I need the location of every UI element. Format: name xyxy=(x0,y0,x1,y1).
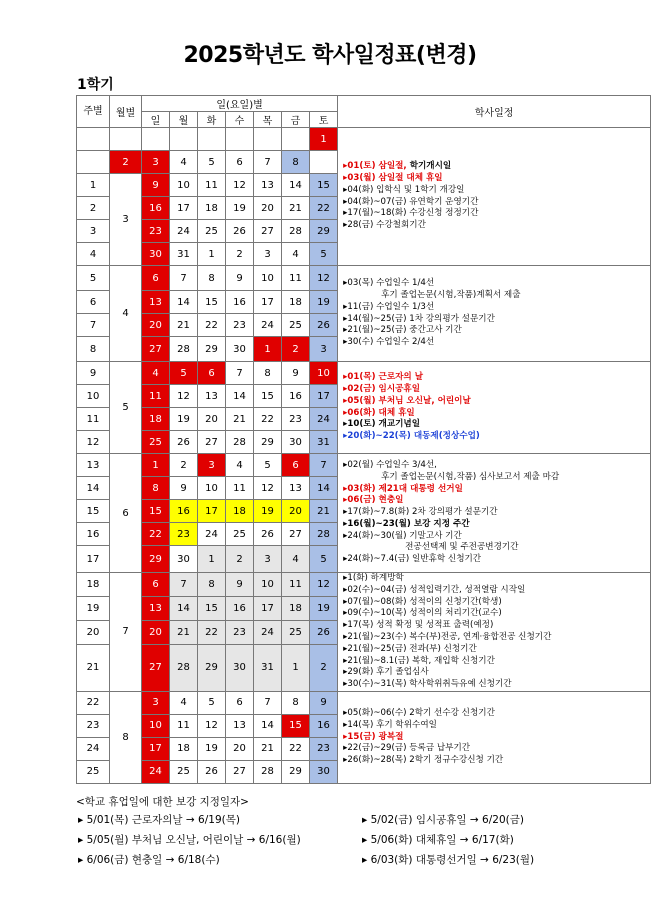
day-cell-sat: 5 xyxy=(310,546,338,573)
header-day-wed: 수 xyxy=(226,112,254,128)
day-cell-fri: 22 xyxy=(282,737,310,760)
day-cell-wed: 2 xyxy=(226,546,254,573)
week-number: 12 xyxy=(77,431,110,454)
month-cell: 3 xyxy=(110,174,142,266)
day-cell-mon: 19 xyxy=(170,408,198,431)
day-cell-mon: 24 xyxy=(170,220,198,243)
event-item: ▸05(화)~06(수) 2학기 선수강 신청기간 xyxy=(343,707,495,718)
day-cell-tue: 1 xyxy=(198,243,226,266)
day-cell-thu: 29 xyxy=(254,431,282,454)
day-cell-sun: 9 xyxy=(142,174,170,197)
week-number: 2 xyxy=(77,197,110,220)
day-cell-thu: 21 xyxy=(254,737,282,760)
day-cell-thu: 20 xyxy=(254,197,282,220)
day-cell-fri: 21 xyxy=(282,197,310,220)
week-number: 5 xyxy=(77,266,110,291)
day-cell-tue: 17 xyxy=(198,500,226,523)
event-item: ▸16(월)~23(월) 보강 지정 주간 xyxy=(343,518,470,529)
week-number: 25 xyxy=(77,760,110,783)
day-cell-tue xyxy=(198,128,226,151)
day-cell-mon: 28 xyxy=(170,645,198,692)
day-cell-tue: 22 xyxy=(198,621,226,645)
day-cell-sun: 6 xyxy=(142,573,170,597)
month-cell: 6 xyxy=(110,454,142,573)
event-item: ▸14(월)~25(금) 1차 강의평가 설문기간 xyxy=(343,313,495,324)
event-item: 후기 졸업논문(시험,작품) 심사보고서 제출 마감 xyxy=(381,471,560,482)
day-cell-wed: 23 xyxy=(226,314,254,337)
day-cell-fri: 4 xyxy=(282,243,310,266)
event-item: ▸14(목) 후기 학위수여일 xyxy=(343,719,437,730)
day-cell-thu: 19 xyxy=(254,500,282,523)
week-number: 7 xyxy=(77,314,110,337)
day-cell-fri: 18 xyxy=(282,291,310,314)
makeup-item: ▸ 5/05(월) 부처님 오신날, 어린이날 → 6/16(월) xyxy=(78,834,301,846)
day-cell-mon: 7 xyxy=(170,573,198,597)
event-item: ▸03(월) 삼일절 대체 휴일 xyxy=(343,172,443,183)
day-cell-sun: 18 xyxy=(142,408,170,431)
week-number: 19 xyxy=(77,597,110,621)
event-item: ▸30(수) 수업일수 2/4선 xyxy=(343,337,435,348)
day-cell-sun: 29 xyxy=(142,546,170,573)
day-cell-fri: 4 xyxy=(282,546,310,573)
header-events: 학사일정 xyxy=(338,96,651,128)
day-cell-fri: 7 xyxy=(254,151,282,174)
day-cell-sat: 17 xyxy=(310,385,338,408)
event-item: ▸01(토) 삼일절, 학기개시일 xyxy=(343,161,452,172)
week-number: 1 xyxy=(77,174,110,197)
day-cell-wed: 12 xyxy=(226,174,254,197)
day-cell-thu: 28 xyxy=(254,760,282,783)
makeup-title: <학교 휴업일에 대한 보강 지정일자> xyxy=(76,796,249,808)
day-cell-sat: 23 xyxy=(310,737,338,760)
events-august xyxy=(338,691,651,783)
day-cell-wed: 9 xyxy=(226,266,254,291)
day-cell-thu: 14 xyxy=(254,714,282,737)
day-cell-sat: 3 xyxy=(310,337,338,362)
day-cell-sat: 24 xyxy=(310,408,338,431)
event-item: ▸01(목) 근로자의 날 xyxy=(343,372,424,383)
day-cell-sun: 6 xyxy=(142,266,170,291)
day-cell-tue: 6 xyxy=(198,362,226,385)
day-cell-fri: 29 xyxy=(282,760,310,783)
month-cell: 8 xyxy=(110,691,142,783)
day-cell-mon: 14 xyxy=(170,597,198,621)
event-item: ▸29(화) 후기 졸업심사 xyxy=(343,667,429,678)
day-cell-fri: 25 xyxy=(282,621,310,645)
day-cell-fri: 11 xyxy=(282,573,310,597)
event-item: ▸1(화) 하계방학 xyxy=(343,573,404,583)
week-number: 4 xyxy=(77,243,110,266)
day-cell-sat: 28 xyxy=(310,523,338,546)
month-cell: 4 xyxy=(110,266,142,362)
day-cell-fri: 9 xyxy=(282,362,310,385)
day-cell-wed: 5 xyxy=(198,151,226,174)
day-cell-tue: 15 xyxy=(198,291,226,314)
week-row xyxy=(77,128,651,151)
day-cell-thu: 3 xyxy=(254,243,282,266)
header-day-sat: 토 xyxy=(310,112,338,128)
day-cell-mon: 14 xyxy=(170,291,198,314)
event-item: ▸10(토) 개교기념일 xyxy=(343,419,421,430)
event-item: ▸02(금) 임시공휴일 xyxy=(343,383,421,394)
day-cell-wed: 14 xyxy=(226,385,254,408)
day-cell-sun: 15 xyxy=(142,500,170,523)
day-cell-fri: 14 xyxy=(282,174,310,197)
day-cell-mon: 18 xyxy=(170,737,198,760)
day-cell-tue: 4 xyxy=(170,151,198,174)
day-cell-sat: 12 xyxy=(310,266,338,291)
header-day-fri: 금 xyxy=(282,112,310,128)
day-cell-sun: 4 xyxy=(142,362,170,385)
day-cell-sun: 30 xyxy=(142,243,170,266)
week-row xyxy=(77,573,651,597)
events-april xyxy=(338,266,651,362)
day-cell-fri: 6 xyxy=(282,454,310,477)
day-cell-mon: 21 xyxy=(170,621,198,645)
events-may xyxy=(338,362,651,454)
day-cell-mon xyxy=(170,128,198,151)
event-item: ▸07(월)~08(화) 성적이의 신청기간(학생) xyxy=(343,596,502,607)
day-cell-wed: 20 xyxy=(226,737,254,760)
event-item: ▸17(화)~7.8(화) 2차 강의평가 설문기간 xyxy=(343,507,498,518)
day-cell-thu xyxy=(254,128,282,151)
day-cell-mon: 23 xyxy=(170,523,198,546)
week-number: 13 xyxy=(77,454,110,477)
day-cell-wed: 16 xyxy=(226,597,254,621)
day-cell-wed: 11 xyxy=(226,477,254,500)
event-item: ▸26(화)~28(목) 2학기 정규수강신청 기간 xyxy=(343,755,504,766)
event-item: ▸24(화)~7.4(금) 일반휴학 신청기간 xyxy=(343,554,482,565)
event-item: ▸11(금) 수업일수 1/3선 xyxy=(343,301,435,312)
day-cell-fri: 16 xyxy=(282,385,310,408)
day-cell-sun: 10 xyxy=(142,714,170,737)
day-cell-mon: 16 xyxy=(170,500,198,523)
makeup-item: ▸ 5/02(금) 임시공휴일 → 6/20(금) xyxy=(362,814,524,826)
month-cell xyxy=(110,128,142,151)
day-cell-sun: 20 xyxy=(142,621,170,645)
makeup-item: ▸ 5/06(화) 대체휴일 → 6/17(화) xyxy=(362,834,514,846)
week-number: 3 xyxy=(77,220,110,243)
day-cell-thu: 5 xyxy=(254,454,282,477)
event-item: ▸22(금)~29(금) 등록금 납부기간 xyxy=(343,743,471,754)
day-cell-wed: 25 xyxy=(226,523,254,546)
day-cell-tue: 26 xyxy=(198,760,226,783)
day-cell-sat: 30 xyxy=(310,760,338,783)
day-cell-mon: 10 xyxy=(170,174,198,197)
day-cell-mon: 28 xyxy=(170,337,198,362)
week-number: 22 xyxy=(77,691,110,714)
day-cell-tue: 1 xyxy=(198,546,226,573)
day-cell-sat: 26 xyxy=(310,621,338,645)
day-cell-sat: 2 xyxy=(310,645,338,692)
day-cell-tue: 29 xyxy=(198,645,226,692)
day-cell-wed: 23 xyxy=(226,621,254,645)
day-cell-tue: 12 xyxy=(198,714,226,737)
month-cell: 7 xyxy=(110,573,142,692)
day-cell-mon: 30 xyxy=(170,546,198,573)
day-cell-thu: 17 xyxy=(254,291,282,314)
event-item: ▸03(화) 제21대 대통령 선거일 xyxy=(343,483,463,494)
event-item: ▸21(월)~23(수) 복수(부)전공, 연계·융합전공 신청기간 xyxy=(343,631,552,642)
event-item: ▸06(금) 현충일 xyxy=(343,495,404,506)
day-cell-thu: 13 xyxy=(254,174,282,197)
day-cell-thu: 12 xyxy=(254,477,282,500)
week-number: 21 xyxy=(77,645,110,692)
day-cell-sun: 22 xyxy=(142,523,170,546)
events-june xyxy=(338,454,651,573)
day-cell-sun: 13 xyxy=(142,597,170,621)
day-cell-sun: 24 xyxy=(142,760,170,783)
week-number: 9 xyxy=(77,362,110,385)
header-week: 주별 xyxy=(77,96,110,128)
day-cell-mon: 26 xyxy=(170,431,198,454)
day-cell-sun: 25 xyxy=(142,431,170,454)
event-item: ▸17(목) 성적 확정 및 성적표 출력(예정) xyxy=(343,620,494,631)
day-cell-tue: 22 xyxy=(198,314,226,337)
academic-calendar-table xyxy=(76,95,651,784)
day-cell-thu: 15 xyxy=(254,385,282,408)
event-item: ▸30(수)~31(목) 학사학위취득유예 신청기간 xyxy=(343,679,512,690)
event-item: ▸09(수)~10(목) 성적이의 처리기간(교수) xyxy=(343,608,502,619)
day-cell-fri: 25 xyxy=(282,314,310,337)
day-cell-mon: 17 xyxy=(170,197,198,220)
day-cell-wed xyxy=(226,128,254,151)
day-cell-thu: 8 xyxy=(254,362,282,385)
day-cell-thu: 26 xyxy=(254,523,282,546)
day-cell-mon: 12 xyxy=(170,385,198,408)
week-number: 17 xyxy=(77,546,110,573)
header-day-mon: 월 xyxy=(170,112,198,128)
day-cell-wed: 28 xyxy=(226,431,254,454)
week-number xyxy=(77,151,110,174)
day-cell-fri: 11 xyxy=(282,266,310,291)
day-cell-tue: 15 xyxy=(198,597,226,621)
day-cell-sat: 9 xyxy=(310,691,338,714)
day-cell-tue: 5 xyxy=(198,691,226,714)
day-cell-sun: 23 xyxy=(142,220,170,243)
day-cell-tue: 18 xyxy=(198,197,226,220)
day-cell-sat: 15 xyxy=(310,174,338,197)
day-cell-wed: 18 xyxy=(226,500,254,523)
day-cell-tue: 3 xyxy=(198,454,226,477)
day-cell-sun: 16 xyxy=(142,197,170,220)
day-cell-tue: 8 xyxy=(198,266,226,291)
day-cell-tue: 10 xyxy=(198,477,226,500)
day-cell-sun: 20 xyxy=(142,314,170,337)
event-item: ▸21(월)~8.1(금) 복학, 재입학 신청기간 xyxy=(343,655,495,666)
day-cell-sun: 11 xyxy=(142,385,170,408)
event-item: ▸21(월)~25(금) 전과(부) 신청기간 xyxy=(343,643,477,654)
day-cell-sat: 22 xyxy=(310,197,338,220)
day-cell-fri: 1 xyxy=(282,645,310,692)
day-cell-thu: 22 xyxy=(254,408,282,431)
day-cell-mon: 9 xyxy=(170,477,198,500)
week-number: 14 xyxy=(77,477,110,500)
day-cell-sat: 14 xyxy=(310,477,338,500)
day-cell-sun: 27 xyxy=(142,645,170,692)
makeup-item: ▸ 5/01(목) 근로자의날 → 6/19(목) xyxy=(78,814,240,826)
day-cell-wed: 19 xyxy=(226,197,254,220)
day-cell-wed: 9 xyxy=(226,573,254,597)
event-item: ▸21(월)~25(금) 중간고사 기간 xyxy=(343,325,462,336)
events-july xyxy=(338,573,651,692)
event-item: ▸15(금) 광복절 xyxy=(343,731,404,742)
day-cell-tue: 11 xyxy=(198,174,226,197)
day-cell-mon: 31 xyxy=(170,243,198,266)
day-cell-tue: 13 xyxy=(198,385,226,408)
day-cell-sat: 19 xyxy=(310,291,338,314)
event-item: ▸03(목) 수업일수 1/4선 xyxy=(343,278,435,289)
day-cell-fri: 18 xyxy=(282,597,310,621)
events-march xyxy=(338,128,651,266)
day-cell-sat: 29 xyxy=(310,220,338,243)
day-cell-sat: 5 xyxy=(310,243,338,266)
day-cell-wed: 2 xyxy=(226,243,254,266)
day-cell-thu: 24 xyxy=(254,314,282,337)
day-cell-sun: 8 xyxy=(142,477,170,500)
day-cell-wed: 30 xyxy=(226,337,254,362)
day-cell-tue: 29 xyxy=(198,337,226,362)
day-cell-wed: 13 xyxy=(226,714,254,737)
day-cell-sun: 17 xyxy=(142,737,170,760)
day-cell-fri: 30 xyxy=(282,431,310,454)
semester-label: 1학기 xyxy=(77,77,114,93)
day-cell-sat: 31 xyxy=(310,431,338,454)
day-cell-tue: 25 xyxy=(198,220,226,243)
day-cell-sat: 10 xyxy=(310,362,338,385)
event-item: ▸04(화) 입학식 및 1학기 개강일 xyxy=(343,184,465,195)
day-cell-thu: 17 xyxy=(254,597,282,621)
event-item: ▸04(화)~07(금) 유연학기 운영기간 xyxy=(343,196,479,207)
day-cell-mon: 11 xyxy=(170,714,198,737)
day-cell-tue: 24 xyxy=(198,523,226,546)
day-cell-mon: 2 xyxy=(170,454,198,477)
event-item: ▸02(수)~04(금) 성적입력기간, 성적열람 시작일 xyxy=(343,584,526,595)
day-cell-fri: 23 xyxy=(282,408,310,431)
day-cell-sun: 27 xyxy=(142,337,170,362)
event-item: ▸02(월) 수업일수 3/4선, xyxy=(343,459,437,470)
week-number: 16 xyxy=(77,523,110,546)
week-number: 10 xyxy=(77,385,110,408)
day-cell-fri: 8 xyxy=(282,691,310,714)
day-cell-mon: 21 xyxy=(170,314,198,337)
month-cell: 5 xyxy=(110,362,142,454)
day-cell-fri xyxy=(282,128,310,151)
day-cell-thu: 6 xyxy=(226,151,254,174)
day-cell-tue: 8 xyxy=(198,573,226,597)
day-cell-sun: 13 xyxy=(142,291,170,314)
day-cell-thu: 3 xyxy=(254,546,282,573)
event-item: ▸06(화) 대체 휴일 xyxy=(343,407,415,418)
page-title: 2025학년도 학사일정표(변경) xyxy=(183,43,477,68)
day-cell-sat: 21 xyxy=(310,500,338,523)
day-cell-fri: 15 xyxy=(282,714,310,737)
week-row xyxy=(77,691,651,714)
day-cell-thu: 7 xyxy=(254,691,282,714)
week-row xyxy=(77,266,651,291)
day-cell-wed: 7 xyxy=(226,362,254,385)
event-item: ▸05(월) 부처님 오신날, 어린이날 xyxy=(343,395,471,406)
day-cell-mon: 4 xyxy=(170,691,198,714)
week-number: 15 xyxy=(77,500,110,523)
day-cell-sun: 3 xyxy=(142,691,170,714)
event-item: ▸28(금) 수강철회기간 xyxy=(343,220,426,231)
day-cell-wed: 16 xyxy=(226,291,254,314)
day-cell-sun: 1 xyxy=(142,454,170,477)
day-cell-sun: 2 xyxy=(110,151,142,174)
day-cell-tue: 27 xyxy=(198,431,226,454)
day-cell-mon: 5 xyxy=(170,362,198,385)
day-cell-sat: 26 xyxy=(310,314,338,337)
event-item: 전공선택제 및 주전공변경기간 xyxy=(405,542,519,553)
day-cell-sat: 7 xyxy=(310,454,338,477)
event-item: ▸20(화)~22(목) 대동제(정상수업) xyxy=(343,431,480,442)
week-number: 8 xyxy=(77,337,110,362)
week-number: 18 xyxy=(77,573,110,597)
header-day-thu: 목 xyxy=(254,112,282,128)
day-cell-thu: 24 xyxy=(254,621,282,645)
day-cell-fri: 2 xyxy=(282,337,310,362)
header-day-sun: 일 xyxy=(142,112,170,128)
makeup-item: ▸ 6/03(화) 대통령선거일 → 6/23(월) xyxy=(362,854,535,866)
week-number: 11 xyxy=(77,408,110,431)
day-cell-mon: 25 xyxy=(170,760,198,783)
day-cell-wed: 27 xyxy=(226,760,254,783)
day-cell-thu: 31 xyxy=(254,645,282,692)
day-cell-sun xyxy=(142,128,170,151)
day-cell-fri: 13 xyxy=(282,477,310,500)
week-number: 24 xyxy=(77,737,110,760)
makeup-item: ▸ 6/06(금) 현충일 → 6/18(수) xyxy=(78,854,220,866)
day-cell-wed: 30 xyxy=(226,645,254,692)
header-month: 월별 xyxy=(110,96,142,128)
week-number: 6 xyxy=(77,291,110,314)
week-row xyxy=(77,362,651,385)
day-cell-thu: 10 xyxy=(254,573,282,597)
day-cell-thu: 27 xyxy=(254,220,282,243)
event-item: ▸17(월)~18(화) 수강신청 정정기간 xyxy=(343,208,479,219)
day-cell-sat: 8 xyxy=(282,151,310,174)
day-cell-wed: 21 xyxy=(226,408,254,431)
event-item: ▸24(화)~30(월) 기말고사 기간 xyxy=(343,530,462,541)
header-days-group: 일(요일)별 xyxy=(142,96,338,112)
day-cell-sat: 12 xyxy=(310,573,338,597)
day-cell-fri: 28 xyxy=(282,220,310,243)
day-cell-fri: 20 xyxy=(282,500,310,523)
day-cell-sat: 1 xyxy=(310,128,338,151)
event-item: 후기 졸업논문(시험,작품)계획서 제출 xyxy=(381,289,521,300)
day-cell-fri: 27 xyxy=(282,523,310,546)
day-cell-thu: 10 xyxy=(254,266,282,291)
day-cell-tue: 20 xyxy=(198,408,226,431)
week-number: 20 xyxy=(77,621,110,645)
day-cell-wed: 4 xyxy=(226,454,254,477)
day-cell-wed: 26 xyxy=(226,220,254,243)
day-cell-wed: 6 xyxy=(226,691,254,714)
day-cell-thu: 1 xyxy=(254,337,282,362)
day-cell-tue: 19 xyxy=(198,737,226,760)
week-row xyxy=(77,454,651,477)
header-day-tue: 화 xyxy=(198,112,226,128)
day-cell-mon: 7 xyxy=(170,266,198,291)
week-number xyxy=(77,128,110,151)
day-cell-mon: 3 xyxy=(142,151,170,174)
day-cell-sat: 16 xyxy=(310,714,338,737)
week-number: 23 xyxy=(77,714,110,737)
day-cell-sat: 19 xyxy=(310,597,338,621)
